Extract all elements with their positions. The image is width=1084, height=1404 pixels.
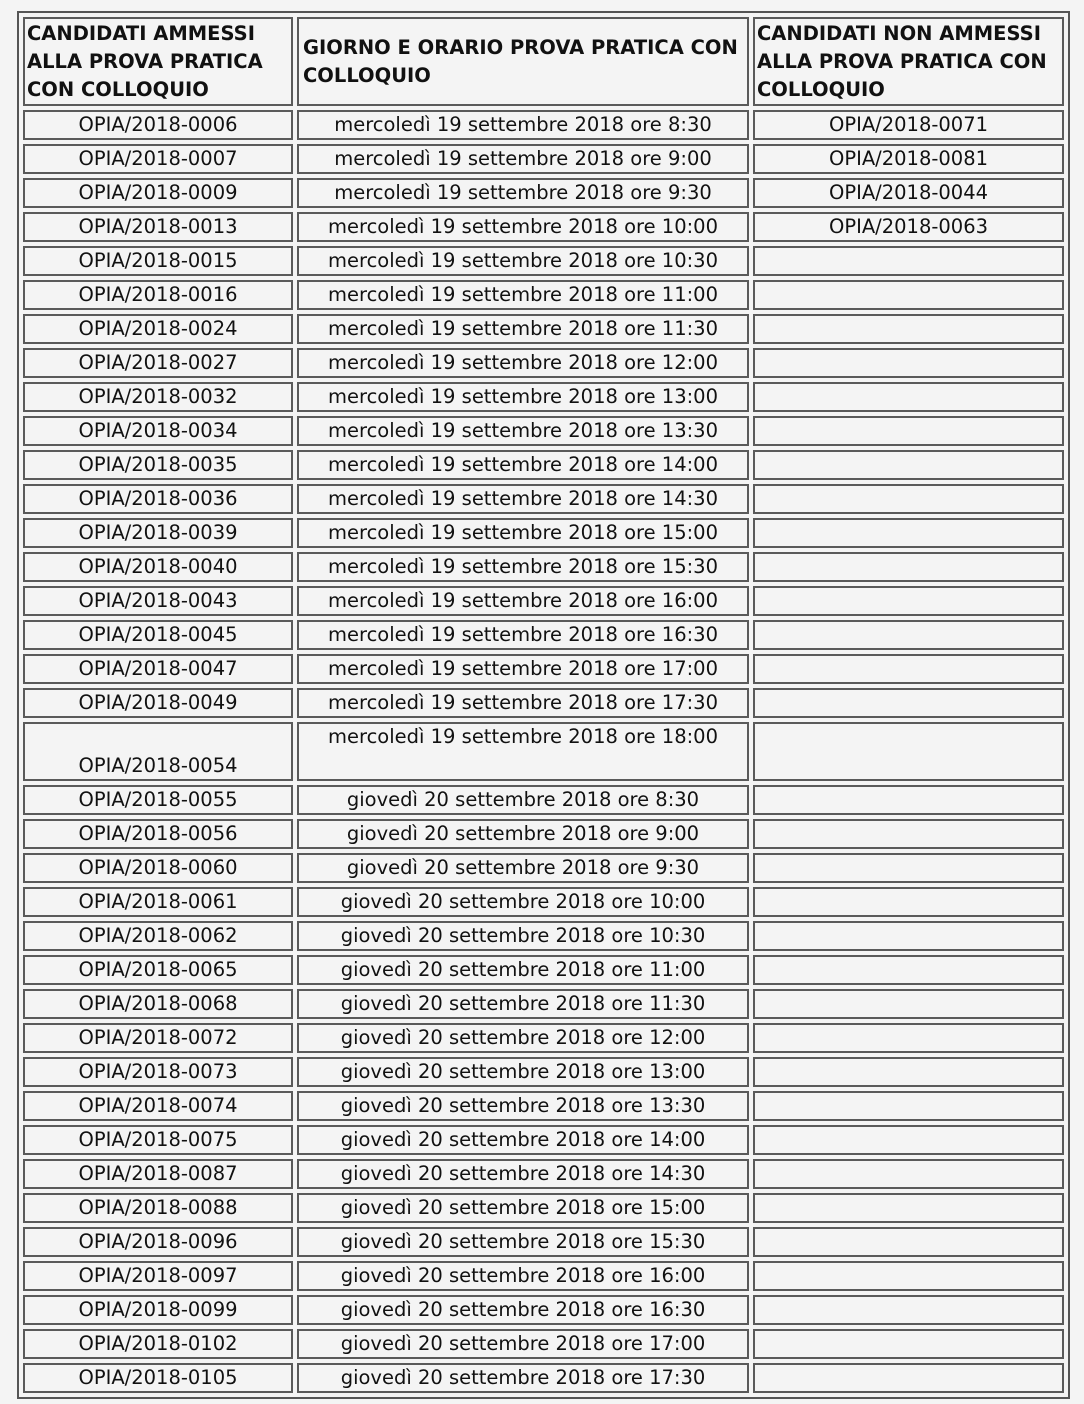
table-row bbox=[23, 518, 1064, 548]
table-row bbox=[23, 178, 1064, 208]
admitted-candidate-cell: OPIA/2018-0105 bbox=[23, 1363, 293, 1393]
admitted-candidate-cell: OPIA/2018-0015 bbox=[23, 246, 293, 276]
not-admitted-candidate-cell bbox=[753, 785, 1064, 815]
not-admitted-candidate-cell bbox=[753, 722, 1064, 781]
admitted-candidate-cell: OPIA/2018-0036 bbox=[23, 484, 293, 514]
admitted-candidate-cell: OPIA/2018-0072 bbox=[23, 1023, 293, 1053]
admitted-candidate-cell: OPIA/2018-0068 bbox=[23, 989, 293, 1019]
table-row bbox=[23, 955, 1064, 985]
table-row bbox=[23, 1159, 1064, 1189]
schedule-cell: mercoledì 19 settembre 2018 ore 13:00 bbox=[297, 382, 749, 412]
admitted-candidate-cell: OPIA/2018-0013 bbox=[23, 212, 293, 242]
schedule-cell: giovedì 20 settembre 2018 ore 17:30 bbox=[297, 1363, 749, 1393]
schedule-cell: giovedì 20 settembre 2018 ore 15:00 bbox=[297, 1193, 749, 1223]
admitted-candidate-cell: OPIA/2018-0016 bbox=[23, 280, 293, 310]
table-row bbox=[23, 1261, 1064, 1291]
schedule-cell: giovedì 20 settembre 2018 ore 9:30 bbox=[297, 853, 749, 883]
not-admitted-candidate-cell bbox=[753, 921, 1064, 951]
schedule-cell: mercoledì 19 settembre 2018 ore 15:30 bbox=[297, 552, 749, 582]
admitted-candidate-cell: OPIA/2018-0035 bbox=[23, 450, 293, 480]
admitted-candidate-cell: OPIA/2018-0065 bbox=[23, 955, 293, 985]
not-admitted-candidate-cell bbox=[753, 887, 1064, 917]
not-admitted-candidate-cell bbox=[753, 382, 1064, 412]
schedule-cell: giovedì 20 settembre 2018 ore 17:00 bbox=[297, 1329, 749, 1359]
admitted-candidate-cell: OPIA/2018-0075 bbox=[23, 1125, 293, 1155]
table-row bbox=[23, 110, 1064, 140]
table-row bbox=[23, 416, 1064, 446]
admitted-candidate-cell: OPIA/2018-0007 bbox=[23, 144, 293, 174]
not-admitted-candidate-cell bbox=[753, 1295, 1064, 1325]
not-admitted-candidate-cell bbox=[753, 586, 1064, 616]
schedule-cell: giovedì 20 settembre 2018 ore 12:00 bbox=[297, 1023, 749, 1053]
table-row bbox=[23, 819, 1064, 849]
table-row bbox=[23, 1193, 1064, 1223]
not-admitted-candidate-cell: OPIA/2018-0044 bbox=[753, 178, 1064, 208]
table-row bbox=[23, 654, 1064, 684]
admitted-candidate-cell: OPIA/2018-0034 bbox=[23, 416, 293, 446]
header-admitted-candidates: CANDIDATI AMMESSI ALLA PROVA PRATICA CON COLLOQUIO bbox=[23, 17, 293, 106]
table-row bbox=[23, 1091, 1064, 1121]
not-admitted-candidate-cell bbox=[753, 552, 1064, 582]
admitted-candidate-cell: OPIA/2018-0073 bbox=[23, 1057, 293, 1087]
header-not-admitted-candidates: CANDIDATI NON AMMESSI ALLA PROVA PRATICA CON COLLOQUIO bbox=[753, 17, 1064, 106]
admitted-candidate-cell: OPIA/2018-0099 bbox=[23, 1295, 293, 1325]
schedule-table bbox=[17, 11, 1070, 1399]
table-row bbox=[23, 887, 1064, 917]
not-admitted-candidate-cell bbox=[753, 416, 1064, 446]
not-admitted-candidate-cell bbox=[753, 955, 1064, 985]
not-admitted-candidate-cell bbox=[753, 1227, 1064, 1257]
table-row bbox=[23, 785, 1064, 815]
table-row bbox=[23, 989, 1064, 1019]
not-admitted-candidate-cell bbox=[753, 518, 1064, 548]
not-admitted-candidate-cell bbox=[753, 1159, 1064, 1189]
admitted-candidate-cell: OPIA/2018-0032 bbox=[23, 382, 293, 412]
table-row bbox=[23, 1057, 1064, 1087]
admitted-candidate-cell: OPIA/2018-0045 bbox=[23, 620, 293, 650]
schedule-cell: giovedì 20 settembre 2018 ore 9:00 bbox=[297, 819, 749, 849]
schedule-cell: mercoledì 19 settembre 2018 ore 18:00 bbox=[297, 722, 749, 781]
schedule-cell: mercoledì 19 settembre 2018 ore 16:30 bbox=[297, 620, 749, 650]
schedule-cell: giovedì 20 settembre 2018 ore 11:00 bbox=[297, 955, 749, 985]
admitted-candidate-cell: OPIA/2018-0061 bbox=[23, 887, 293, 917]
schedule-cell: giovedì 20 settembre 2018 ore 13:30 bbox=[297, 1091, 749, 1121]
not-admitted-candidate-cell bbox=[753, 989, 1064, 1019]
table-row bbox=[23, 348, 1064, 378]
admitted-candidate-cell: OPIA/2018-0056 bbox=[23, 819, 293, 849]
table-row bbox=[23, 1295, 1064, 1325]
not-admitted-candidate-cell bbox=[753, 246, 1064, 276]
table-row bbox=[23, 1363, 1064, 1393]
header-row bbox=[23, 17, 1064, 106]
not-admitted-candidate-cell bbox=[753, 450, 1064, 480]
admitted-candidate-cell: OPIA/2018-0097 bbox=[23, 1261, 293, 1291]
not-admitted-candidate-cell bbox=[753, 1193, 1064, 1223]
table-row bbox=[23, 280, 1064, 310]
table-row bbox=[23, 1023, 1064, 1053]
admitted-candidate-cell: OPIA/2018-0102 bbox=[23, 1329, 293, 1359]
table-row bbox=[23, 586, 1064, 616]
schedule-cell: mercoledì 19 settembre 2018 ore 10:00 bbox=[297, 212, 749, 242]
admitted-candidate-cell: OPIA/2018-0074 bbox=[23, 1091, 293, 1121]
schedule-cell: mercoledì 19 settembre 2018 ore 9:30 bbox=[297, 178, 749, 208]
schedule-cell: mercoledì 19 settembre 2018 ore 14:30 bbox=[297, 484, 749, 514]
not-admitted-candidate-cell bbox=[753, 1363, 1064, 1393]
not-admitted-candidate-cell bbox=[753, 654, 1064, 684]
not-admitted-candidate-cell bbox=[753, 1091, 1064, 1121]
admitted-candidate-cell: OPIA/2018-0047 bbox=[23, 654, 293, 684]
admitted-candidate-cell: OPIA/2018-0055 bbox=[23, 785, 293, 815]
table-row bbox=[23, 484, 1064, 514]
schedule-cell: mercoledì 19 settembre 2018 ore 10:30 bbox=[297, 246, 749, 276]
table-row bbox=[23, 722, 1064, 781]
table-row bbox=[23, 1227, 1064, 1257]
table-row bbox=[23, 552, 1064, 582]
not-admitted-candidate-cell bbox=[753, 1023, 1064, 1053]
schedule-cell: mercoledì 19 settembre 2018 ore 11:30 bbox=[297, 314, 749, 344]
schedule-cell: giovedì 20 settembre 2018 ore 8:30 bbox=[297, 785, 749, 815]
not-admitted-candidate-cell bbox=[753, 853, 1064, 883]
schedule-cell: giovedì 20 settembre 2018 ore 16:30 bbox=[297, 1295, 749, 1325]
not-admitted-candidate-cell bbox=[753, 1329, 1064, 1359]
not-admitted-candidate-cell bbox=[753, 484, 1064, 514]
not-admitted-candidate-cell bbox=[753, 1125, 1064, 1155]
schedule-cell: mercoledì 19 settembre 2018 ore 14:00 bbox=[297, 450, 749, 480]
not-admitted-candidate-cell bbox=[753, 819, 1064, 849]
admitted-candidate-cell: OPIA/2018-0027 bbox=[23, 348, 293, 378]
admitted-candidate-cell: OPIA/2018-0087 bbox=[23, 1159, 293, 1189]
not-admitted-candidate-cell: OPIA/2018-0071 bbox=[753, 110, 1064, 140]
schedule-cell: mercoledì 19 settembre 2018 ore 12:00 bbox=[297, 348, 749, 378]
table-row bbox=[23, 921, 1064, 951]
schedule-cell: giovedì 20 settembre 2018 ore 10:30 bbox=[297, 921, 749, 951]
schedule-cell: giovedì 20 settembre 2018 ore 10:00 bbox=[297, 887, 749, 917]
schedule-cell: mercoledì 19 settembre 2018 ore 13:30 bbox=[297, 416, 749, 446]
not-admitted-candidate-cell: OPIA/2018-0081 bbox=[753, 144, 1064, 174]
admitted-candidate-cell: OPIA/2018-0096 bbox=[23, 1227, 293, 1257]
schedule-cell: mercoledì 19 settembre 2018 ore 9:00 bbox=[297, 144, 749, 174]
schedule-cell: mercoledì 19 settembre 2018 ore 8:30 bbox=[297, 110, 749, 140]
admitted-candidate-cell: OPIA/2018-0024 bbox=[23, 314, 293, 344]
schedule-cell: giovedì 20 settembre 2018 ore 11:30 bbox=[297, 989, 749, 1019]
table-row bbox=[23, 450, 1064, 480]
schedule-cell: giovedì 20 settembre 2018 ore 13:00 bbox=[297, 1057, 749, 1087]
schedule-cell: mercoledì 19 settembre 2018 ore 11:00 bbox=[297, 280, 749, 310]
table-row bbox=[23, 314, 1064, 344]
schedule-cell: mercoledì 19 settembre 2018 ore 15:00 bbox=[297, 518, 749, 548]
table-row bbox=[23, 1125, 1064, 1155]
schedule-cell: mercoledì 19 settembre 2018 ore 16:00 bbox=[297, 586, 749, 616]
admitted-candidate-cell: OPIA/2018-0049 bbox=[23, 688, 293, 718]
admitted-candidate-cell: OPIA/2018-0009 bbox=[23, 178, 293, 208]
table-row bbox=[23, 1329, 1064, 1359]
admitted-candidate-cell: OPIA/2018-0054 bbox=[23, 722, 293, 781]
table-row bbox=[23, 688, 1064, 718]
schedule-table-body bbox=[23, 17, 1064, 1393]
admitted-candidate-cell: OPIA/2018-0060 bbox=[23, 853, 293, 883]
admitted-candidate-cell: OPIA/2018-0039 bbox=[23, 518, 293, 548]
table-row bbox=[23, 246, 1064, 276]
schedule-cell: mercoledì 19 settembre 2018 ore 17:00 bbox=[297, 654, 749, 684]
schedule-cell: mercoledì 19 settembre 2018 ore 17:30 bbox=[297, 688, 749, 718]
table-row bbox=[23, 382, 1064, 412]
not-admitted-candidate-cell bbox=[753, 348, 1064, 378]
not-admitted-candidate-cell bbox=[753, 280, 1064, 310]
schedule-cell: giovedì 20 settembre 2018 ore 16:00 bbox=[297, 1261, 749, 1291]
not-admitted-candidate-cell bbox=[753, 1261, 1064, 1291]
not-admitted-candidate-cell: OPIA/2018-0063 bbox=[753, 212, 1064, 242]
table-row bbox=[23, 853, 1064, 883]
schedule-cell: giovedì 20 settembre 2018 ore 14:30 bbox=[297, 1159, 749, 1189]
not-admitted-candidate-cell bbox=[753, 688, 1064, 718]
not-admitted-candidate-cell bbox=[753, 1057, 1064, 1087]
not-admitted-candidate-cell bbox=[753, 620, 1064, 650]
not-admitted-candidate-cell bbox=[753, 314, 1064, 344]
admitted-candidate-cell: OPIA/2018-0088 bbox=[23, 1193, 293, 1223]
header-schedule: GIORNO E ORARIO PROVA PRATICA CON COLLOQUIO bbox=[297, 17, 749, 106]
admitted-candidate-cell: OPIA/2018-0040 bbox=[23, 552, 293, 582]
schedule-cell: giovedì 20 settembre 2018 ore 14:00 bbox=[297, 1125, 749, 1155]
admitted-candidate-cell: OPIA/2018-0062 bbox=[23, 921, 293, 951]
table-row bbox=[23, 620, 1064, 650]
table-row bbox=[23, 144, 1064, 174]
admitted-candidate-cell: OPIA/2018-0043 bbox=[23, 586, 293, 616]
schedule-cell: giovedì 20 settembre 2018 ore 15:30 bbox=[297, 1227, 749, 1257]
admitted-candidate-cell: OPIA/2018-0006 bbox=[23, 110, 293, 140]
table-row bbox=[23, 212, 1064, 242]
